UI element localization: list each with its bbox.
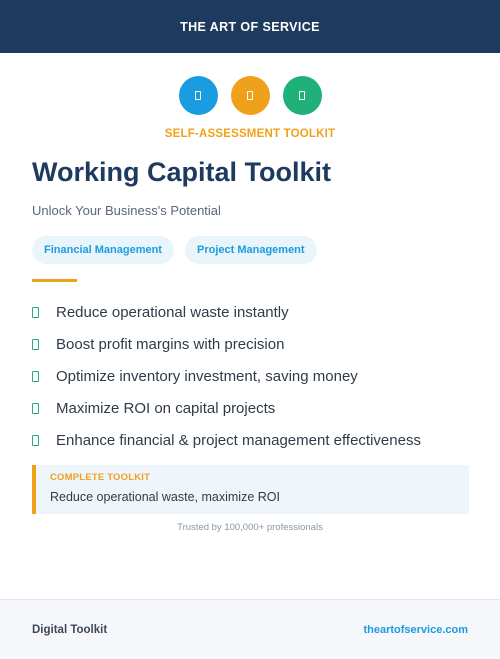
- brand-name: THE ART OF SERVICE: [180, 19, 320, 34]
- check-icon: [32, 403, 39, 414]
- footer-label: Digital Toolkit: [32, 623, 108, 636]
- page-title: Working Capital Toolkit: [32, 157, 332, 187]
- accent-divider: [32, 279, 77, 282]
- feature-list: [32, 296, 421, 456]
- feature-text: Boost profit margins with precision: [56, 335, 285, 353]
- eyebrow-label: SELF-ASSESSMENT TOOLKIT: [164, 128, 336, 140]
- feature-text: Reduce operational waste instantly: [56, 303, 289, 321]
- toolkit-icon-blue: [179, 76, 218, 115]
- list-item: [32, 424, 421, 456]
- footer-bar: [0, 599, 500, 659]
- feature-text: Optimize inventory investment, saving money: [56, 367, 358, 385]
- check-icon: [32, 435, 39, 446]
- check-icon: [32, 339, 39, 350]
- tag-project-management: Project Management: [185, 236, 317, 264]
- callout-label: COMPLETE TOOLKIT: [50, 472, 151, 483]
- feature-text: Maximize ROI on capital projects: [56, 399, 276, 417]
- check-icon: [32, 371, 39, 382]
- toolkit-icon-green: [283, 76, 322, 115]
- toolkit-icon-orange: [231, 76, 270, 115]
- trusted-note: Trusted by 100,000+ professionals: [177, 522, 323, 533]
- list-item: [32, 328, 421, 360]
- tag-financial-management: Financial Management: [32, 236, 174, 264]
- list-item: [32, 392, 421, 424]
- feature-text: Enhance financial & project management effectiveness: [56, 431, 421, 449]
- icon-row: [0, 76, 500, 115]
- list-item: [32, 360, 421, 392]
- complete-toolkit-callout: [32, 465, 469, 514]
- website-link[interactable]: theartofservice.com: [363, 623, 468, 636]
- check-icon: [32, 307, 39, 318]
- tag-list: [32, 236, 317, 264]
- callout-text: Reduce operational waste, maximize ROI: [50, 490, 280, 504]
- list-item: [32, 296, 421, 328]
- page-subtitle: Unlock Your Business's Potential: [32, 203, 221, 218]
- header-bar: [0, 0, 500, 53]
